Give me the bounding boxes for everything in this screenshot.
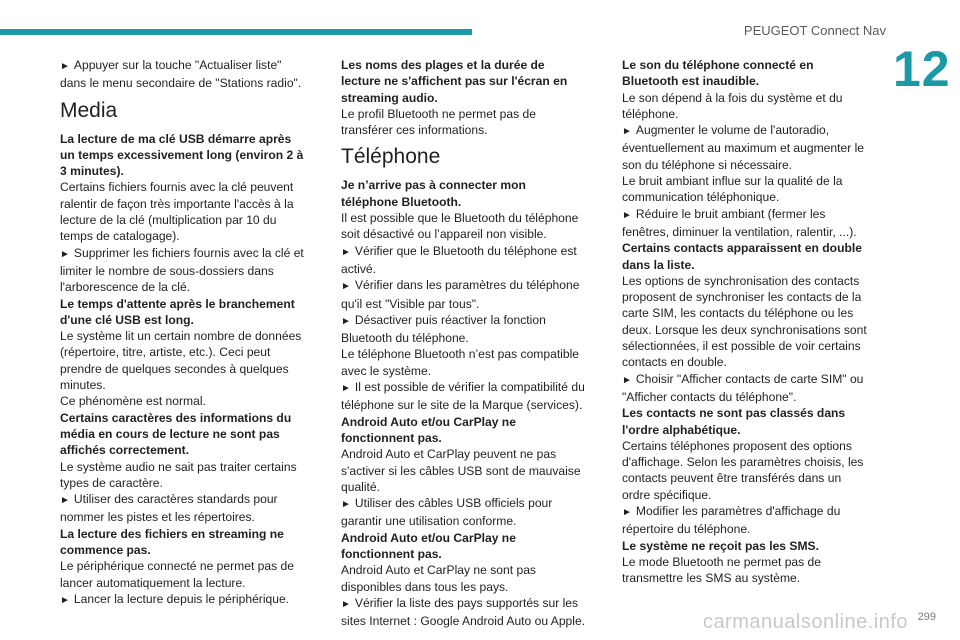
bullet-text: Vérifier que le Bluetooth du téléphone est activé. bbox=[341, 243, 577, 276]
bullet-text: Désactiver puis réactiver la fonction Bluetooth du téléphone. bbox=[341, 312, 546, 346]
body-text: Certains téléphones proposent des options d'affichage. Selon les paramètres choisis, les contacts peuvent être transférés dans un ordre spécifique. bbox=[622, 438, 864, 502]
triangle-bullet-icon: ► bbox=[622, 126, 632, 138]
body-text: Le téléphone Bluetooth n’est pas compatible avec le système. bbox=[341, 347, 580, 378]
body-text: Android Auto et CarPlay ne sont pas disponibles dans tous les pays. bbox=[341, 563, 536, 594]
triangle-bullet-icon: ► bbox=[622, 507, 632, 519]
triangle-bullet-icon: ► bbox=[341, 499, 351, 511]
body-text: Les options de synchronisation des contacts proposent de synchroniser les contacts de la carte SIM, les contacts du téléphone ou les deux. Lorsque les deux synchronisations sont sélectionnées, il est possible de voir certains contacts en double. bbox=[622, 273, 867, 370]
triangle-bullet-icon: ► bbox=[60, 61, 70, 72]
issue-question: Les noms des plages et la durée de lecture ne s'affichent pas sur l'écran en streaming audio. bbox=[341, 58, 568, 105]
action-bullet bbox=[622, 122, 867, 173]
action-bullet bbox=[341, 312, 586, 347]
action-bullet bbox=[341, 277, 586, 312]
bullet-text: Augmenter le volume de l'autoradio, éventuellement au maximum et augmenter le son du téléphone si nécessaire. bbox=[622, 123, 864, 172]
body-text: Le système lit un certain nombre de données (répertoire, titre, artiste, etc.). Ceci peut prendre de quelques secondes à quelques minutes. bbox=[60, 329, 302, 393]
issue-question: La lecture de ma clé USB démarre après un temps excessivement long (environ 2 à 3 minutes). bbox=[60, 131, 304, 179]
section-heading: Media bbox=[60, 98, 118, 122]
body-text: Le bruit ambiant influe sur la qualité de la communication téléphonique. bbox=[622, 174, 843, 205]
body-text: Le profil Bluetooth ne permet pas de transférer ces informations. bbox=[341, 106, 536, 138]
triangle-bullet-icon: ► bbox=[60, 594, 70, 606]
action-bullet bbox=[341, 379, 586, 414]
issue-question: Je n’arrive pas à connecter mon téléphone Bluetooth. bbox=[341, 178, 526, 209]
action-bullet bbox=[60, 245, 305, 296]
triangle-bullet-icon: ► bbox=[60, 495, 70, 507]
bullet-text: Vérifier dans les paramètres du téléphone qu'il est "Visible par tous". bbox=[341, 278, 580, 311]
bullet-text: Lancer la lecture depuis le périphérique. bbox=[73, 591, 290, 606]
action-bullet bbox=[622, 503, 867, 538]
triangle-bullet-icon: ► bbox=[622, 209, 632, 221]
bullet-text: Modifier les paramètres d'affichage du répertoire du téléphone. bbox=[622, 504, 841, 537]
chapter-number: 12 bbox=[893, 41, 951, 97]
bullet-text: Réduire le bruit ambiant (fermer les fenêtres, diminuer la ventilation, ralentir, ...). bbox=[622, 206, 857, 239]
body-text: Le système audio ne sait pas traiter certains types de caractère. bbox=[60, 459, 297, 490]
body-text: Certains fichiers fournis avec la clé peuvent ralentir de façon très importante l'accès à la lecture de la clé (multiplication par 10 du temps de catalogage). bbox=[60, 180, 294, 244]
body-text: Le périphérique connecté ne permet pas de lancer automatiquement la lecture. bbox=[60, 559, 294, 590]
action-bullet bbox=[60, 591, 305, 609]
action-bullet bbox=[622, 371, 867, 406]
action-bullet bbox=[341, 595, 586, 630]
issue-question: Le temps d'attente après le branchement d'une clé USB est long. bbox=[60, 296, 295, 327]
bullet-text: Il est possible de vérifier la compatibilité du téléphone sur le site de la Marque (services). bbox=[341, 380, 585, 413]
issue-question: La lecture des fichiers en streaming ne commence pas. bbox=[60, 526, 284, 558]
triangle-bullet-icon: ► bbox=[341, 281, 351, 293]
triangle-bullet-icon: ► bbox=[60, 248, 70, 260]
page-number: 299 bbox=[917, 611, 936, 623]
action-bullet bbox=[341, 495, 586, 530]
bullet-text: Utiliser des caractères standards pour nommer les pistes et les répertoires. bbox=[60, 492, 278, 525]
body-text: Le mode Bluetooth ne permet pas de transmettre les SMS au système. bbox=[622, 554, 822, 586]
triangle-bullet-icon: ► bbox=[341, 246, 351, 258]
issue-question: Les contacts ne sont pas classés dans l'ordre alphabétique. bbox=[622, 406, 846, 437]
body-text: Ce phénomène est normal. bbox=[60, 394, 206, 409]
triangle-bullet-icon: ► bbox=[341, 315, 351, 327]
bullet-text: Appuyer sur la touche "Actualiser liste" dans le menu secondaire de "Stations radio". bbox=[60, 58, 302, 91]
column-1 bbox=[60, 57, 305, 609]
triangle-bullet-icon: ► bbox=[341, 598, 351, 610]
bullet-text: Choisir "Afficher contacts de carte SIM" ou "Afficher contacts du téléphone". bbox=[622, 371, 864, 404]
header-title: PEUGEOT Connect Nav bbox=[743, 23, 886, 38]
action-bullet bbox=[622, 206, 867, 241]
body-text: Il est possible que le Bluetooth du téléphone soit désactivé ou l’appareil non visible. bbox=[341, 211, 579, 242]
body-text: Le son dépend à la fois du système et du téléphone. bbox=[622, 90, 843, 121]
issue-question: Le système ne reçoit pas les SMS. bbox=[622, 538, 819, 553]
action-bullet bbox=[341, 243, 586, 278]
triangle-bullet-icon: ► bbox=[622, 374, 632, 386]
bullet-text: Supprimer les fichiers fournis avec la clé et limiter le nombre de sous-dossiers dans l'arborescence de la clé. bbox=[60, 245, 304, 295]
issue-question: Certains caractères des informations du média en cours de lecture ne sont pas affichés correctement. bbox=[60, 410, 292, 458]
column-3 bbox=[622, 57, 867, 587]
watermark: carmanualsonline.info bbox=[702, 611, 908, 633]
header-accent-bar bbox=[0, 29, 472, 35]
issue-question: Le son du téléphone connecté en Bluetooth est inaudible. bbox=[622, 58, 814, 89]
column-2 bbox=[341, 57, 586, 630]
bullet-text: Utiliser des câbles USB officiels pour garantir une utilisation conforme. bbox=[341, 496, 553, 529]
issue-question: Android Auto et/ou CarPlay ne fonctionnent pas. bbox=[341, 530, 516, 562]
action-bullet bbox=[60, 57, 305, 92]
body-text: Android Auto et CarPlay peuvent ne pas s'activer si les câbles USB sont de mauvaise qualité. bbox=[341, 447, 581, 494]
action-bullet bbox=[60, 491, 305, 526]
bullet-text: Vérifier la liste des pays supportés sur les sites Internet : Google Android Auto ou Apple. bbox=[341, 595, 586, 629]
triangle-bullet-icon: ► bbox=[341, 383, 351, 395]
issue-question: Android Auto et/ou CarPlay ne fonctionnent pas. bbox=[341, 414, 516, 445]
issue-question: Certains contacts apparaissent en double dans la liste. bbox=[622, 241, 862, 272]
section-heading: Téléphone bbox=[341, 145, 441, 169]
